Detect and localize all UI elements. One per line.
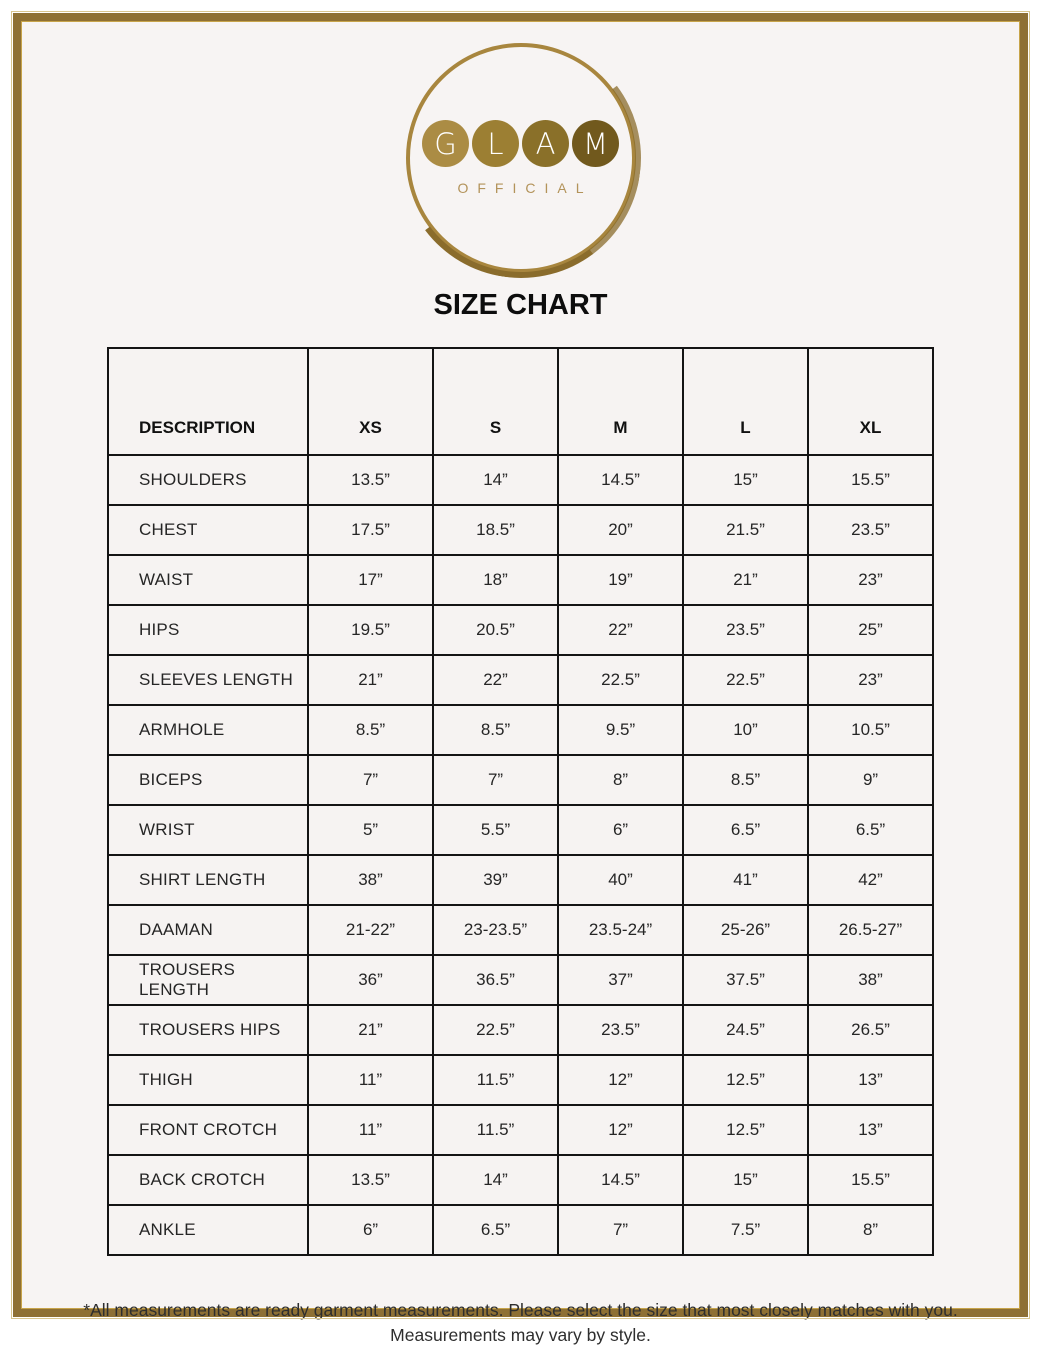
cell: 42” [808,855,933,905]
gold-page-frame [13,13,1028,1317]
cell: 19.5” [308,605,433,655]
cell: 8.5” [308,705,433,755]
cell: 15” [683,455,808,505]
table-row [108,1155,933,1205]
cell: 14” [433,1155,558,1205]
row-label: ANKLE [108,1205,308,1255]
row-label: WRIST [108,805,308,855]
cell: 38” [808,955,933,1005]
row-label: SHIRT LENGTH [108,855,308,905]
cell: 6.5” [808,805,933,855]
cell: 21-22” [308,905,433,955]
cell: 8.5” [683,755,808,805]
header-xs: XS [308,348,433,455]
table-row [108,955,933,1005]
cell: 8” [558,755,683,805]
cell: 6.5” [683,805,808,855]
logo-letter-a: A [522,120,569,167]
row-label: THIGH [108,1055,308,1105]
footer-note-line2: Measurements may vary by style. [21,1323,1020,1348]
row-label: ARMHOLE [108,705,308,755]
cell: 11” [308,1105,433,1155]
cell: 26.5” [808,1005,933,1055]
cell: 37” [558,955,683,1005]
row-label: TROUSERS HIPS [108,1005,308,1055]
row-label: SLEEVES LENGTH [108,655,308,705]
cell: 24.5” [683,1005,808,1055]
cell: 13.5” [308,1155,433,1205]
table-row [108,1205,933,1255]
cell: 25” [808,605,933,655]
cell: 23.5” [808,505,933,555]
cell: 21” [308,1005,433,1055]
cell: 22” [558,605,683,655]
cell: 10.5” [808,705,933,755]
cell: 13” [808,1105,933,1155]
cell: 15.5” [808,455,933,505]
header-m: M [558,348,683,455]
row-label: BICEPS [108,755,308,805]
cell: 9.5” [558,705,683,755]
cell: 37.5” [683,955,808,1005]
cell: 36.5” [433,955,558,1005]
table-row [108,1005,933,1055]
cell: 7” [308,755,433,805]
cell: 10” [683,705,808,755]
header-s: S [433,348,558,455]
cell: 14” [433,455,558,505]
cell: 13.5” [308,455,433,505]
cell: 12” [558,1105,683,1155]
row-label: HIPS [108,605,308,655]
cell: 20” [558,505,683,555]
header-description: DESCRIPTION [108,348,308,455]
table-row [108,1055,933,1105]
cell: 5” [308,805,433,855]
cell: 40” [558,855,683,905]
row-label: WAIST [108,555,308,605]
cell: 17.5” [308,505,433,555]
cell: 39” [433,855,558,905]
cell: 23” [808,555,933,605]
cell: 18.5” [433,505,558,555]
cell: 6.5” [433,1205,558,1255]
cell: 22.5” [683,655,808,705]
cell: 23.5-24” [558,905,683,955]
table-row [108,755,933,805]
cell: 13” [808,1055,933,1105]
table-row [108,1105,933,1155]
glam-brand-logo [406,43,636,273]
footer-note [21,1298,1020,1349]
cell: 15.5” [808,1155,933,1205]
cell: 21” [308,655,433,705]
logo-letter-circles [422,120,619,167]
cell: 36” [308,955,433,1005]
cell: 11.5” [433,1105,558,1155]
footer-note-line1: *All measurements are ready garment measurements. Please select the size that most closely matches with you. [21,1298,1020,1323]
table-row [108,505,933,555]
cell: 9” [808,755,933,805]
cell: 7.5” [683,1205,808,1255]
cell: 25-26” [683,905,808,955]
table-row [108,705,933,755]
cell: 12.5” [683,1055,808,1105]
table-row [108,555,933,605]
row-label: FRONT CROTCH [108,1105,308,1155]
cell: 5.5” [433,805,558,855]
cell: 12.5” [683,1105,808,1155]
cell: 23.5” [683,605,808,655]
row-label: SHOULDERS [108,455,308,505]
logo-letter-m: M [572,120,619,167]
cell: 23.5” [558,1005,683,1055]
cell: 22.5” [433,1005,558,1055]
row-label: TROUSERS LENGTH [108,955,308,1005]
cell: 12” [558,1055,683,1105]
table-row [108,655,933,705]
logo-letter-g: G [422,120,469,167]
cell: 14.5” [558,455,683,505]
cell: 17” [308,555,433,605]
cell: 23” [808,655,933,705]
cell: 7” [558,1205,683,1255]
table-row [108,905,933,955]
page-content [21,21,1020,1349]
cell: 8” [808,1205,933,1255]
cell: 8.5” [433,705,558,755]
logo-letter-l: L [472,120,519,167]
row-label: BACK CROTCH [108,1155,308,1205]
table-row [108,855,933,905]
cell: 11.5” [433,1055,558,1105]
cell: 15” [683,1155,808,1205]
page-title: SIZE CHART [21,289,1020,322]
cell: 21” [683,555,808,605]
cell: 38” [308,855,433,905]
logo-subtitle: OFFICIAL [448,180,592,196]
size-chart-table [107,347,934,1256]
table-header-row [108,348,933,455]
row-label: DAAMAN [108,905,308,955]
cell: 22” [433,655,558,705]
table-row [108,605,933,655]
cell: 20.5” [433,605,558,655]
logo-inner [410,47,632,269]
cell: 6” [558,805,683,855]
cell: 19” [558,555,683,605]
row-label: CHEST [108,505,308,555]
cell: 21.5” [683,505,808,555]
cell: 18” [433,555,558,605]
cell: 22.5” [558,655,683,705]
header-l: L [683,348,808,455]
header-xl: XL [808,348,933,455]
table-row [108,805,933,855]
cell: 6” [308,1205,433,1255]
cell: 23-23.5” [433,905,558,955]
table-row [108,455,933,505]
cell: 26.5-27” [808,905,933,955]
cell: 7” [433,755,558,805]
cell: 41” [683,855,808,905]
cell: 14.5” [558,1155,683,1205]
cell: 11” [308,1055,433,1105]
